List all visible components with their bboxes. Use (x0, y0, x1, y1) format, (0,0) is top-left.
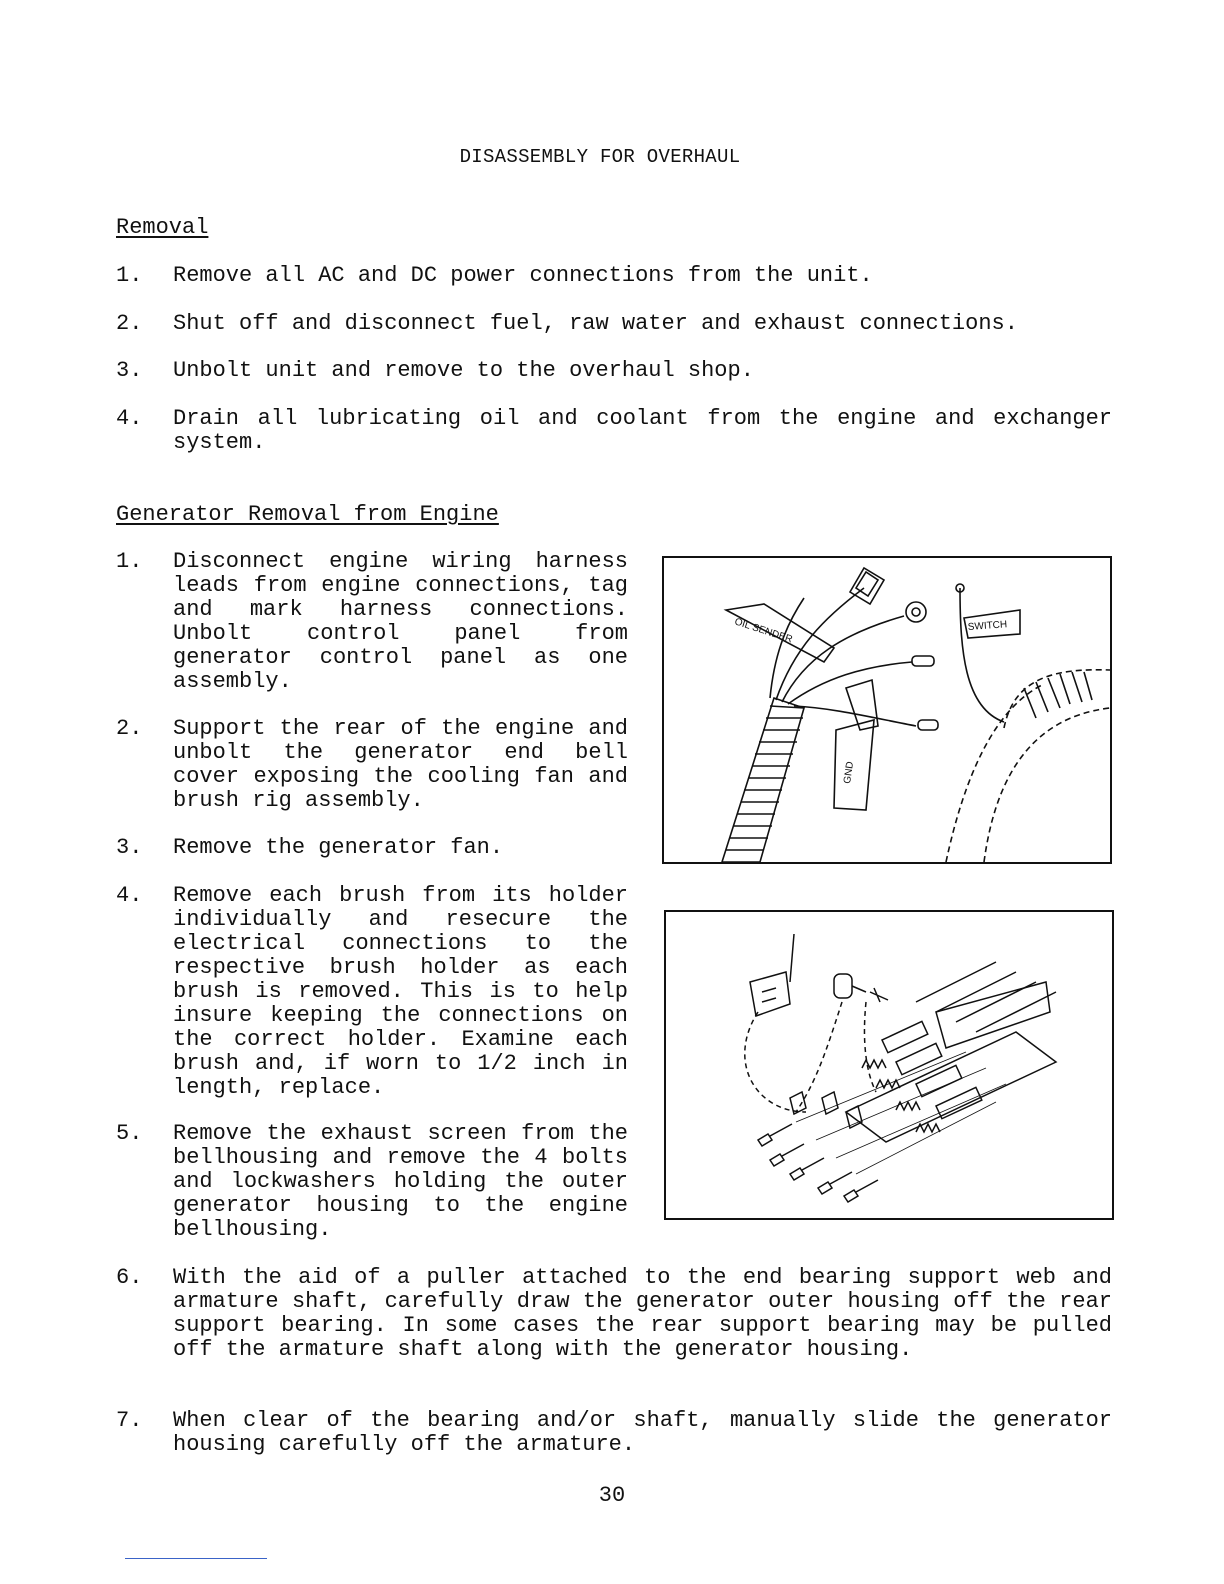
wiring-harness-illustration (664, 558, 1110, 862)
removal-heading: Removal (116, 215, 209, 240)
footer-divider (125, 1558, 267, 1559)
generator-removal-heading: Generator Removal from Engine (116, 502, 499, 527)
step-number: 1. (116, 263, 143, 288)
step-text: Remove the exhaust screen from the bellhousing and remove the 4 bolts and lockwashers holding the outer generator housing to the engine bellhousing. (173, 1121, 628, 1242)
step-text: Shut off and disconnect fuel, raw water and exhaust connections. (173, 311, 1018, 336)
page-title: DISASSEMBLY FOR OVERHAUL (459, 146, 741, 168)
step-text: Remove the generator fan. (173, 835, 504, 860)
step-number: 5. (116, 1121, 143, 1146)
oil-sender-tag: OIL SENDER (733, 616, 794, 646)
step-number: 3. (116, 358, 143, 383)
page-number: 30 (598, 1483, 626, 1508)
switch-tag: SWITCH (967, 619, 1008, 633)
step-number: 1. (116, 549, 143, 574)
step-number: 3. (116, 835, 143, 860)
step-number: 4. (116, 406, 143, 431)
wiring-harness-figure (662, 556, 1112, 864)
step-text: With the aid of a puller attached to the end bearing support web and armature shaft, carefully draw the generator outer housing off the rear support bearing. In some cases the rear support bearing may be pulled off the armature shaft along with the generator housing. (173, 1265, 1112, 1362)
brush-rig-figure (664, 910, 1114, 1220)
step-number: 6. (116, 1265, 143, 1290)
step-number: 4. (116, 883, 143, 908)
step-text: Drain all lubricating oil and coolant from the engine and exchanger system. (173, 406, 1112, 455)
step-text: Remove all AC and DC power connections from the unit. (173, 263, 873, 288)
step-number: 2. (116, 311, 143, 336)
gnd-tag: GND (842, 760, 857, 785)
step-text: Remove each brush from its holder individually and resecure the electrical connections to the respective brush holder as each brush is removed. This is to help insure keeping the connections on the correct holder. Examine each brush and, if worn to 1/2 inch in length, replace. (173, 883, 628, 1100)
step-number: 2. (116, 716, 143, 741)
brush-rig-illustration (666, 912, 1112, 1218)
step-number: 7. (116, 1408, 143, 1433)
step-text: Unbolt unit and remove to the overhaul shop. (173, 358, 754, 383)
step-text: Support the rear of the engine and unbolt the generator end bell cover exposing the cooling fan and brush rig assembly. (173, 716, 628, 813)
step-text: When clear of the bearing and/or shaft, manually slide the generator housing carefully off the armature. (173, 1408, 1112, 1457)
step-text: Disconnect engine wiring harness leads from engine connections, tag and mark harness connections. Unbolt control panel from generator control panel as one assembly. (173, 549, 628, 694)
